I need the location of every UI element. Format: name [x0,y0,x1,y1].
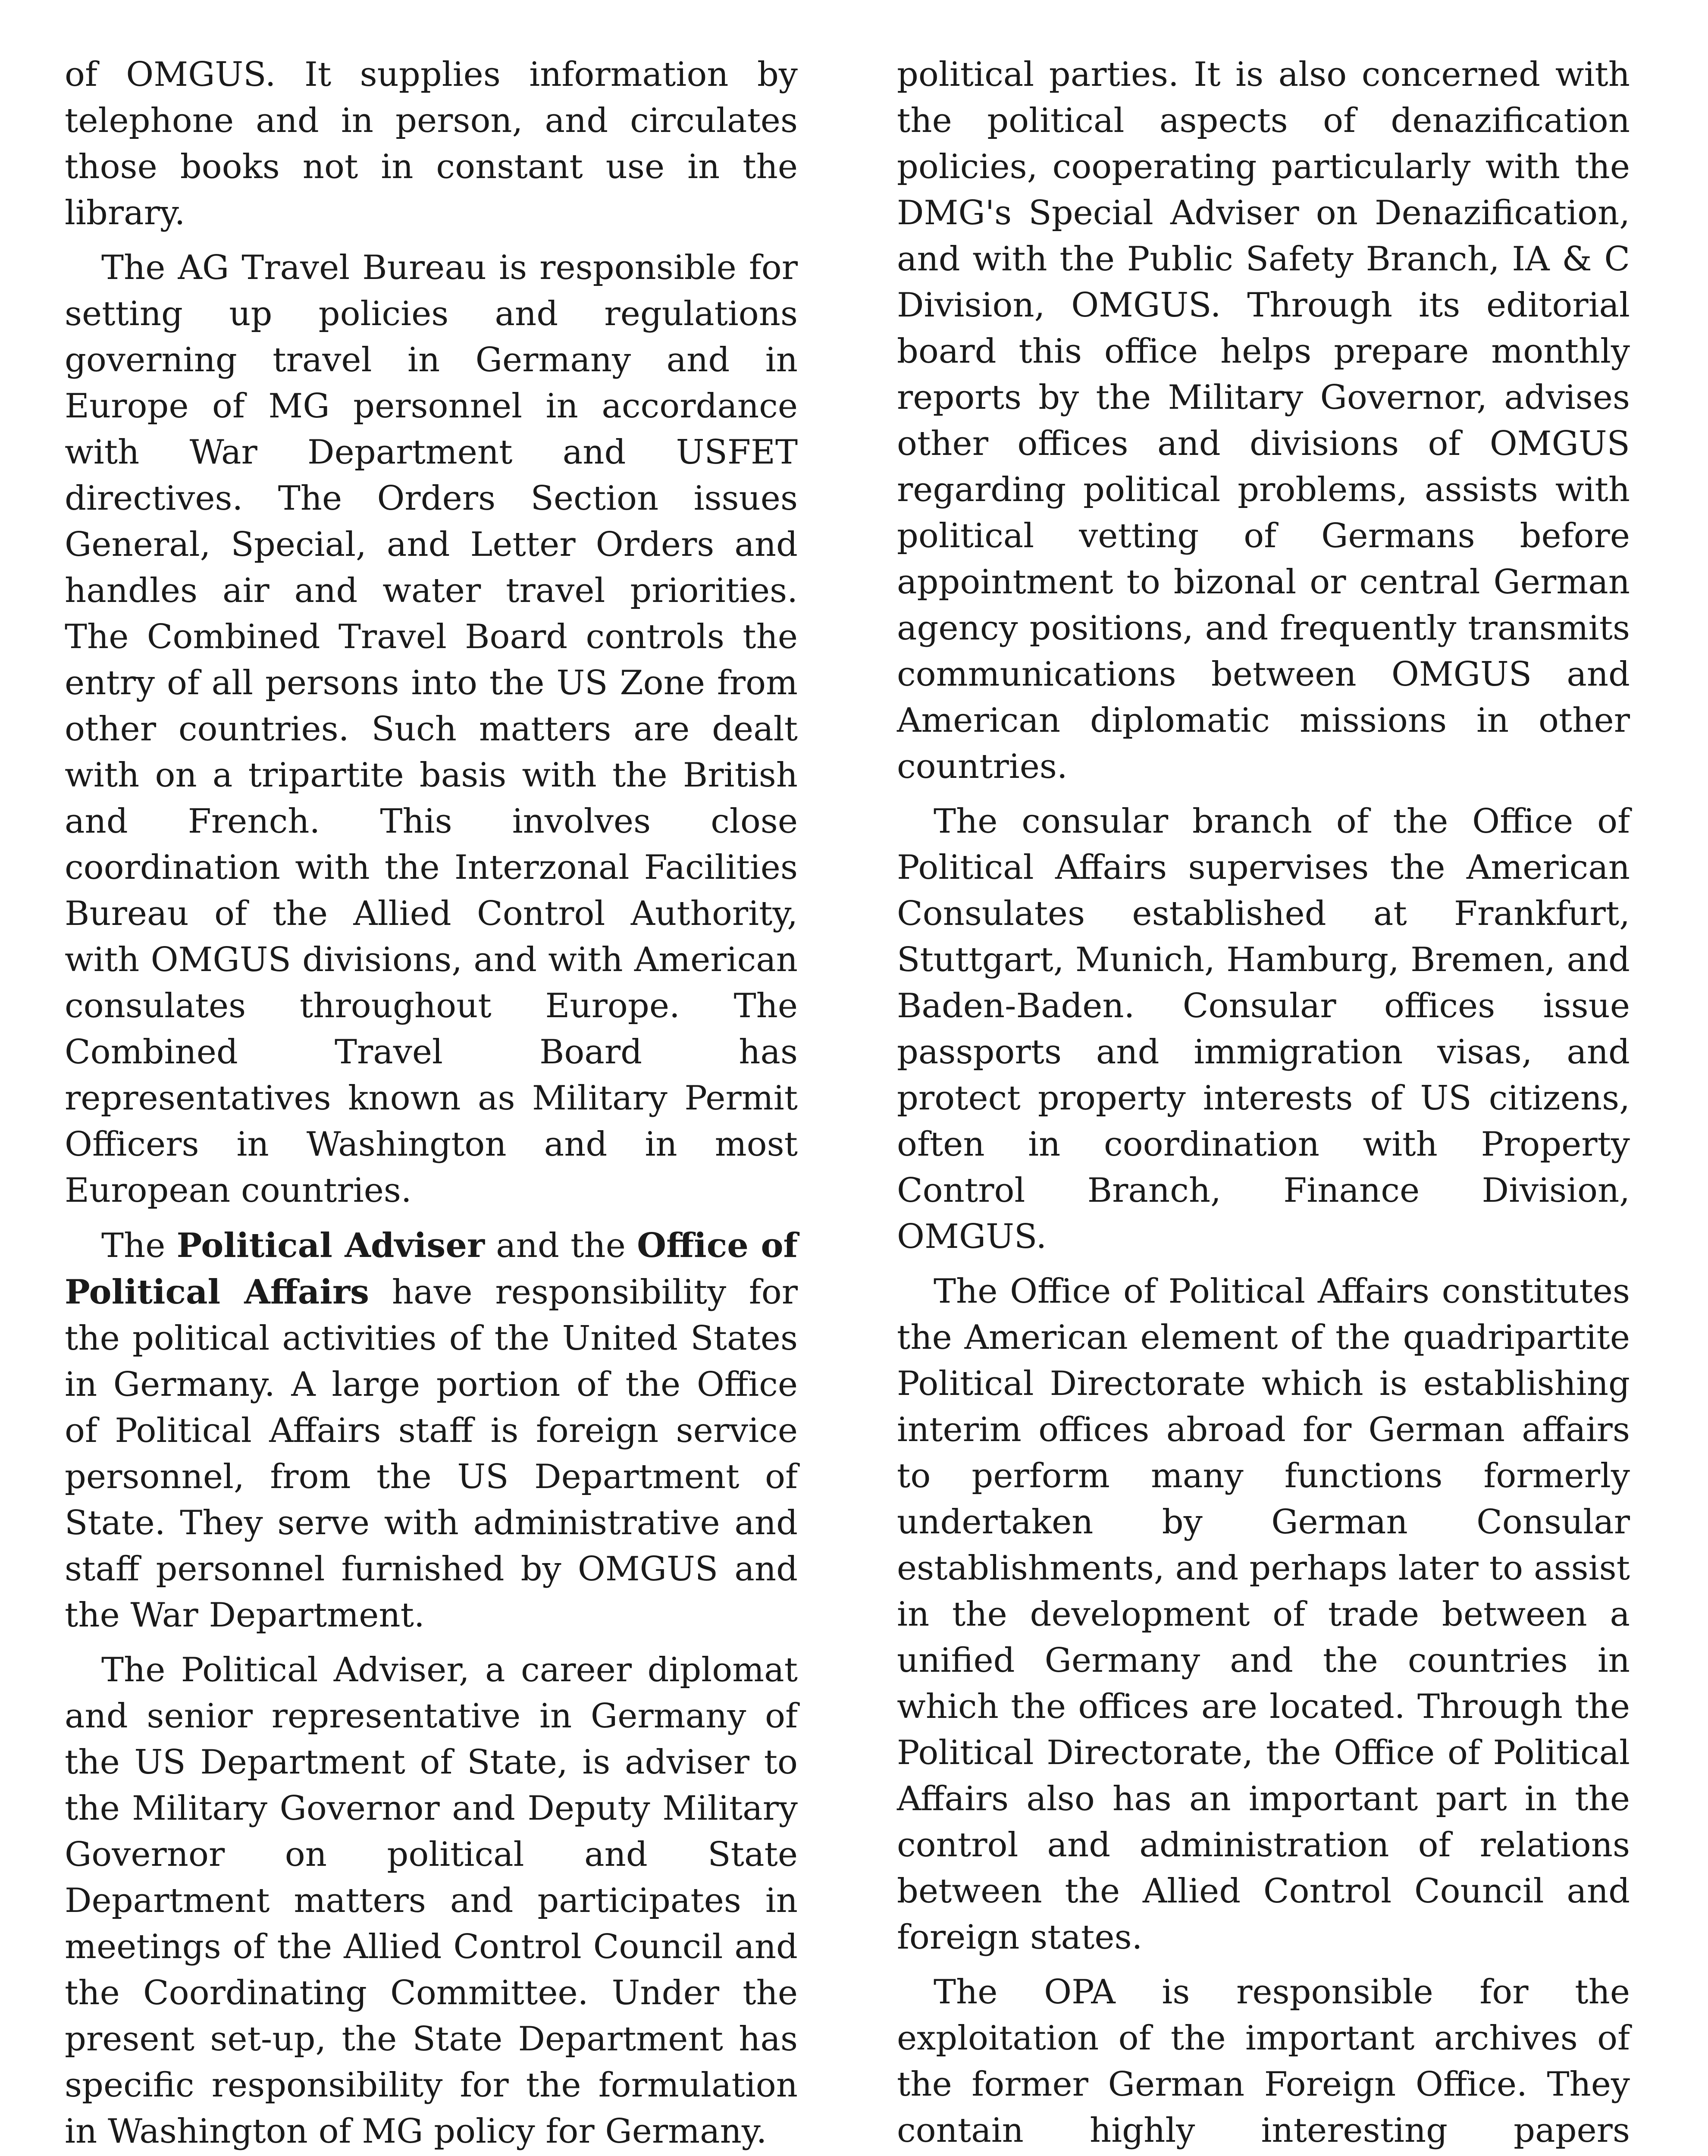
paragraph-political-directorate [897,1269,1630,1961]
paragraph-text: The OPA is responsible for the exploitation of the important archives of the former German Foreign Office. They contain highly interesting papers [897,1973,1630,2150]
right-column [897,52,1630,2156]
bold-term-political-adviser: Political Adviser [176,1226,485,1265]
paragraph-opa-archives [897,1969,1630,2156]
paragraph-political-adviser-role [65,1647,798,2155]
paragraph-text: The Political Adviser, a career diplomat and senior representative in Germany of the US Department of State, is adviser to the Military Governor and Deputy Military Governor on political and State Department matters and participates in meetings of the Allied Control Council and the Coordinating Committee. Under the present set-up, the State Department has specific responsibility for the formulation in Washington of MG policy for Germany. [65,1651,798,2151]
paragraph-text: The AG Travel Bureau is responsible for setting up policies and regulations governing travel in Germany and in Europe of MG personnel in accordance with War Department and USFET directives. The Orders Section issues General, Special, and Letter Orders and handles air and water travel priorities. The Combined Travel Board controls the entry of all persons into the US Zone from other countries. Such matters are dealt with on a tripartite basis with the British and French. This involves close coordination with the Interzonal Facilities Bureau of the Allied Control Authority, with OMGUS divisions, and with American consulates throughout Europe. The Combined Travel Board has representatives known as Military Permit Officers in Washington and in most European countries. [65,248,798,1210]
paragraph-political-parties [897,52,1630,790]
paragraph-political-adviser-intro [65,1222,798,1639]
paragraph-text: political parties. It is also concerned with the political aspects of denazification policies, cooperating particularly with the DMG's Special Adviser on Denazification, and with the Public Safety Branch, IA & C Division, OMGUS. Through its editorial board this office helps prepare monthly reports by the Military Governor, advises other offices and divisions of OMGUS regarding political problems, assists with political vetting of Germans before appointment to bizonal or central German agency positions, and frequently transmits communications between OMGUS and American diplomatic missions in other countries. [897,55,1630,786]
paragraph-text: The consular branch of the Office of Political Affairs supervises the American Consulates established at Frankfurt, Stuttgart, Munich, Hamburg, Bremen, and Baden-Baden. Consular offices issue passports and immigration visas, and protect property interests of US citizens, often in coordination with Property Control Branch, Finance Division, OMGUS. [897,802,1630,1256]
paragraph-text: of OMGUS. It supplies information by telephone and in person, and circulates those books not in constant use in the library. [65,55,798,232]
paragraph-text: The Office of Political Affairs constitutes the American element of the quadripartite Political Directorate which is establishing interim offices abroad for German affairs to perform many functions formerly undertaken by German Consular establishments, and perhaps later to assist in the development of trade between a unified Germany and the countries in which the offices are located. Through the Political Directorate, the Office of Political Affairs also has an important part in the control and administration of relations between the Allied Control Council and foreign states. [897,1272,1630,1957]
bold-term-office-of-political-affairs: Office of Political Affairs [65,1226,798,1312]
left-column [65,52,798,2156]
paragraph-text: and the [485,1226,637,1265]
paragraph-ag-travel-bureau [65,245,798,1214]
paragraph-text: The [101,1226,177,1265]
paragraph-library-services [65,52,798,236]
paragraph-text: have responsibility for the political activities of the United States in Germany. A large portion of the Office of Political Affairs staff is foreign service personnel, from the US Department of State. They serve with administrative and staff personnel furnished by OMGUS and the War Department. [65,1273,798,1635]
paragraph-consular-branch [897,799,1630,1260]
